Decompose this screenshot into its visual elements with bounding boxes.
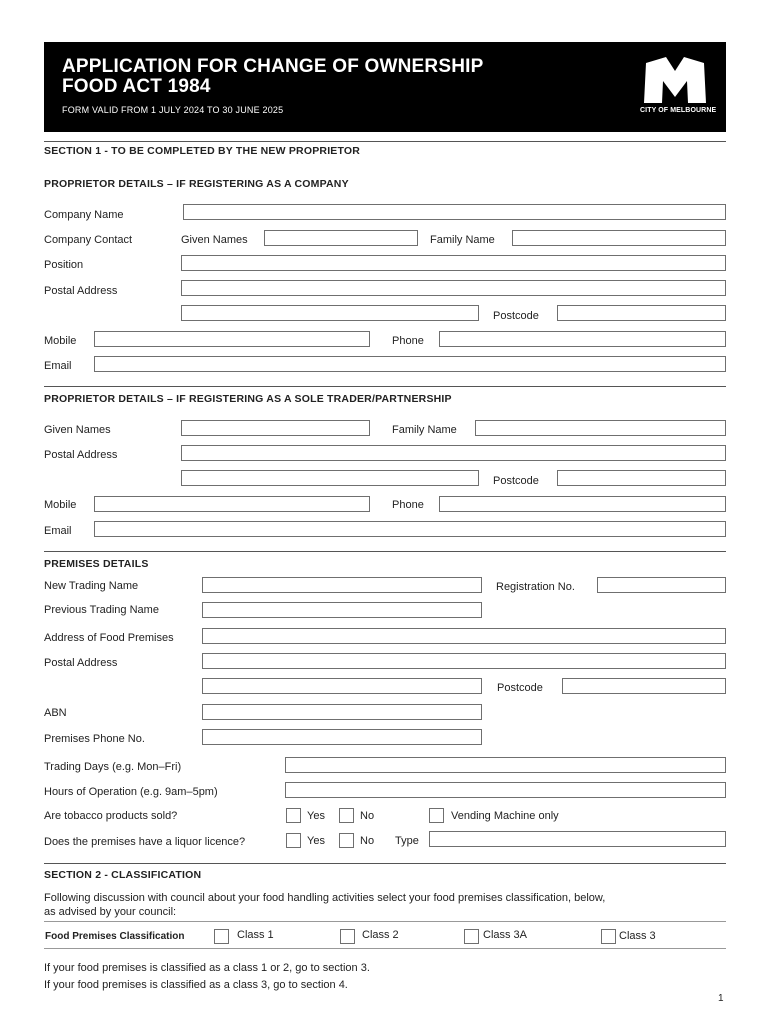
class-2-checkbox[interactable]: [340, 929, 355, 944]
divider: [44, 863, 726, 864]
m-logo-icon: [640, 57, 710, 105]
sole-postcode-label: Postcode: [493, 475, 539, 487]
divider: [44, 948, 726, 949]
divider: [44, 141, 726, 142]
position-input[interactable]: [181, 255, 726, 271]
premises-postcode-input[interactable]: [562, 678, 726, 694]
premises-heading: PREMISES DETAILS: [44, 558, 149, 570]
sole-mobile-label: Mobile: [44, 499, 77, 511]
trading-days-label: Trading Days (e.g. Mon–Fri): [44, 761, 182, 773]
trading-days-input[interactable]: [285, 757, 726, 773]
liquor-label: Does the premises have a liquor licence?: [44, 836, 246, 848]
registration-no-input[interactable]: [597, 577, 726, 593]
company-family-name-input[interactable]: [512, 230, 726, 246]
premises-postal-address-line2-input[interactable]: [202, 678, 482, 694]
company-contact-label: Company Contact: [44, 234, 133, 246]
company-heading: PROPRIETOR DETAILS – IF REGISTERING AS A COMPANY: [44, 178, 349, 190]
sole-email-input[interactable]: [94, 521, 726, 537]
premises-postal-address-input[interactable]: [202, 653, 726, 669]
hours-of-operation-input[interactable]: [285, 782, 726, 798]
sole-email-label: Email: [44, 525, 72, 537]
previous-trading-name-label: Previous Trading Name: [44, 604, 159, 616]
class-1-label: Class 1: [237, 929, 274, 941]
liquor-yes-label: Yes: [307, 835, 325, 847]
company-given-names-label: Given Names: [181, 234, 248, 246]
premises-phone-input[interactable]: [202, 729, 482, 745]
classification-intro-line1: Following discussion with council about your food handling activities select your food premises classification, below,: [44, 892, 606, 904]
company-phone-label: Phone: [392, 335, 424, 347]
company-mobile-label: Mobile: [44, 335, 77, 347]
food-premises-address-label: Address of Food Premises: [44, 632, 174, 644]
company-name-input[interactable]: [183, 204, 726, 220]
divider: [44, 921, 726, 922]
company-mobile-input[interactable]: [94, 331, 370, 347]
premises-postal-address-label: Postal Address: [44, 657, 118, 669]
liquor-no-checkbox[interactable]: [339, 833, 354, 848]
sole-family-name-label: Family Name: [392, 424, 457, 436]
liquor-yes-checkbox[interactable]: [286, 833, 301, 848]
sole-trader-heading: PROPRIETOR DETAILS – IF REGISTERING AS A SOLE TRADER/PARTNERSHIP: [44, 393, 452, 405]
new-trading-name-input[interactable]: [202, 577, 482, 593]
sole-mobile-input[interactable]: [94, 496, 370, 512]
new-trading-name-label: New Trading Name: [44, 580, 139, 592]
logo-text: CITY OF MELBOURNE: [640, 107, 717, 114]
abn-input[interactable]: [202, 704, 482, 720]
hours-of-operation-label: Hours of Operation (e.g. 9am–5pm): [44, 786, 218, 798]
sole-postal-address-label: Postal Address: [44, 449, 118, 461]
company-given-names-input[interactable]: [264, 230, 418, 246]
previous-trading-name-input[interactable]: [202, 602, 482, 618]
sole-phone-label: Phone: [392, 499, 424, 511]
class-3-label: Class 3: [619, 930, 656, 942]
form-subtitle: FOOD ACT 1984: [62, 76, 211, 97]
class-2-label: Class 2: [362, 929, 399, 941]
form-validity: FORM VALID FROM 1 JULY 2024 TO 30 JUNE 2025: [62, 105, 284, 115]
class-1-checkbox[interactable]: [214, 929, 229, 944]
sole-postal-address-line2-input[interactable]: [181, 470, 479, 486]
sole-phone-input[interactable]: [439, 496, 726, 512]
company-name-label: Company Name: [44, 209, 124, 221]
form-header: [44, 42, 726, 132]
sole-given-names-input[interactable]: [181, 420, 370, 436]
tobacco-label: Are tobacco products sold?: [44, 810, 178, 822]
form-title: APPLICATION FOR CHANGE OF OWNERSHIP: [62, 56, 484, 77]
liquor-no-label: No: [360, 835, 375, 847]
class-3-checkbox[interactable]: [601, 929, 616, 944]
company-email-label: Email: [44, 360, 72, 372]
food-premises-address-input[interactable]: [202, 628, 726, 644]
abn-label: ABN: [44, 707, 67, 719]
tobacco-no-checkbox[interactable]: [339, 808, 354, 823]
tobacco-no-label: No: [360, 810, 375, 822]
company-family-name-label: Family Name: [430, 234, 495, 246]
position-label: Position: [44, 259, 84, 271]
premises-postcode-label: Postcode: [497, 682, 543, 694]
registration-no-label: Registration No.: [496, 581, 575, 593]
company-email-input[interactable]: [94, 356, 726, 372]
company-postcode-input[interactable]: [557, 305, 726, 321]
vending-machine-label: Vending Machine only: [451, 810, 559, 822]
tobacco-yes-checkbox[interactable]: [286, 808, 301, 823]
tobacco-yes-label: Yes: [307, 810, 325, 822]
section1-title: SECTION 1 - TO BE COMPLETED BY THE NEW PROPRIETOR: [44, 145, 361, 157]
classification-label: Food Premises Classification: [45, 931, 185, 942]
sole-family-name-input[interactable]: [475, 420, 726, 436]
class-note-2: If your food premises is classified as a class 3, go to section 4.: [44, 979, 348, 991]
company-postal-address-line2-input[interactable]: [181, 305, 479, 321]
class-3a-label: Class 3A: [483, 929, 528, 941]
sole-postal-address-input[interactable]: [181, 445, 726, 461]
company-postcode-label: Postcode: [493, 310, 539, 322]
class-note-1: If your food premises is classified as a class 1 or 2, go to section 3.: [44, 962, 370, 974]
liquor-type-label: Type: [395, 835, 419, 847]
sole-given-names-label: Given Names: [44, 424, 111, 436]
classification-intro-line2: as advised by your council:: [44, 906, 177, 918]
vending-machine-checkbox[interactable]: [429, 808, 444, 823]
company-postal-address-input[interactable]: [181, 280, 726, 296]
liquor-type-input[interactable]: [429, 831, 726, 847]
premises-phone-label: Premises Phone No.: [44, 733, 145, 745]
company-phone-input[interactable]: [439, 331, 726, 347]
page-number: 1: [718, 993, 724, 1004]
city-of-melbourne-logo: [640, 57, 717, 119]
sole-postcode-input[interactable]: [557, 470, 726, 486]
divider: [44, 551, 726, 552]
class-3a-checkbox[interactable]: [464, 929, 479, 944]
company-postal-address-label: Postal Address: [44, 285, 118, 297]
section2-title: SECTION 2 - CLASSIFICATION: [44, 869, 202, 881]
divider: [44, 386, 726, 387]
